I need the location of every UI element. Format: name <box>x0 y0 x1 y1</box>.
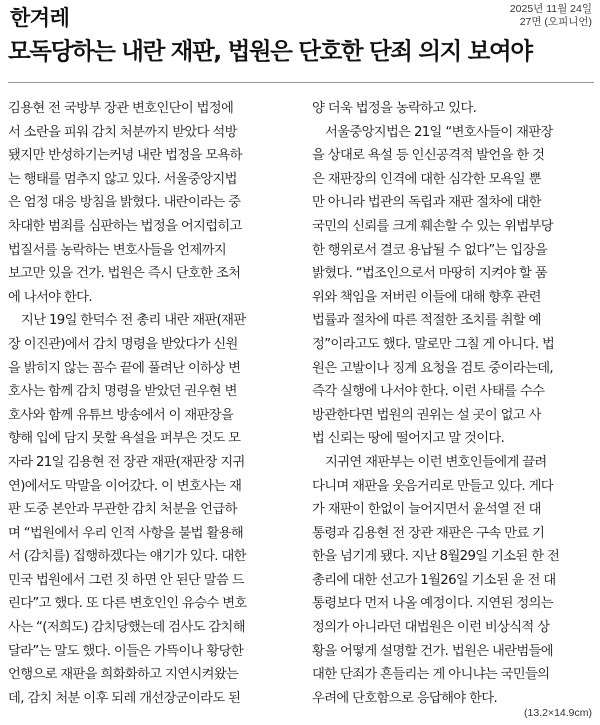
body-line: 는 행태를 멈추지 않고 있다. 서울중앙지법 <box>8 171 237 187</box>
body-line: 밝혔다. “법조인으로서 마땅히 지켜야 할 품 <box>312 266 548 282</box>
body-line: 위와 책임을 저버린 이들에 대해 향후 관련 <box>312 289 541 305</box>
headline: 모독당하는 내란 재판, 법원은 단호한 단죄 의지 보여야 <box>8 37 532 65</box>
body-line: 을 상대로 욕설 등 인신공격적 발언을 한 것 <box>312 148 545 164</box>
headline-divider <box>8 82 594 83</box>
body-line: 차대한 범죄를 심판하는 법정을 어지럽히고 <box>8 218 242 234</box>
body-line: 서울중앙지법은 21일 “변호사들이 재판장 <box>325 124 553 140</box>
body-line: 법질서를 농락하는 변호사들을 언제까지 <box>8 242 227 258</box>
body-line: 방관한다면 법원의 권위는 설 곳이 없고 사 <box>312 407 541 423</box>
body-line: 언행으로 재판을 희화화하고 지연시켜왔는 <box>8 667 239 683</box>
body-line: 에 나서야 한다. <box>8 289 92 305</box>
body-line: 달라”는 말도 했다. 이들은 가뜩이나 황당한 <box>8 643 244 659</box>
body-line: 서 (감치를) 집행하겠다는 얘기가 있다. 대한 <box>8 549 246 565</box>
body-line: 지난 19일 한덕수 전 총리 내란 재판(재판 <box>21 313 246 329</box>
body-column-left <box>8 97 294 710</box>
body-line: 법률과 절차에 따른 적절한 조치를 취할 예 <box>312 313 541 329</box>
body-line: 황을 어떻게 설명할 건가. 법원은 내란범들에 <box>312 643 553 659</box>
issue-meta <box>510 3 592 29</box>
masthead-logo: 한겨레 <box>10 6 70 30</box>
body-line: 서 소란을 피워 감치 처분까지 받았다 석방 <box>8 124 237 140</box>
issue-section: 27면 (오피니언) <box>519 16 592 28</box>
body-line: 국민의 신뢰를 크게 훼손할 수 있는 위법부당 <box>312 218 553 234</box>
body-line: 총리에 대한 선고가 1월26일 기소된 윤 전 대 <box>312 572 556 588</box>
body-line: 린다”고 했다. 또 다른 변호인인 유승수 변호 <box>8 596 247 612</box>
body-line: 양 더욱 법정을 농락하고 있다. <box>312 101 477 116</box>
body-line: 정”이라고도 했다. 말로만 그칠 게 아니다. 법 <box>312 336 555 352</box>
body-line: 원은 고발이나 징계 요청을 검토 중이라는데, <box>312 360 553 376</box>
body-line: 지귀연 재판부는 이런 변호인들에게 끌려 <box>325 454 547 470</box>
body-line: 우려에 단호함으로 응답해야 한다. <box>312 690 498 706</box>
body-line: 장 이진관)에서 감치 명령을 받았다가 신원 <box>8 336 238 352</box>
body-line: 민국 법원에서 그런 짓 하면 안 된단 말씀 드 <box>8 572 244 588</box>
body-line: 사는 “(저희도) 감치당했는데 검사도 감치해 <box>8 620 245 636</box>
body-line: 대한 단죄가 흔들리는 게 아니냐는 국민들의 <box>312 667 550 683</box>
body-column-right <box>312 97 598 710</box>
body-line: 법 신뢰는 땅에 떨어지고 말 것이다. <box>312 431 505 447</box>
body-line: 을 밝히지 않는 꼼수 끝에 풀려난 이하상 변 <box>8 360 241 376</box>
body-line: 며 “법원에서 우리 인적 사항을 불법 활용해 <box>8 525 244 541</box>
body-line: 정의가 아니라던 대법원은 이런 비상식적 상 <box>312 620 550 636</box>
article-size-note: (13.2×14.9cm) <box>524 707 592 719</box>
body-line: 김용현 전 국방부 장관 변호인단이 법정에 <box>8 101 234 116</box>
issue-date: 2025년 11월 24일 <box>509 3 592 15</box>
body-line: 한을 넘기게 됐다. 지난 8월29일 기소된 한 전 <box>312 549 560 565</box>
body-line: 통령과 김용현 전 장관 재판은 구속 만료 기 <box>312 525 545 541</box>
body-line: 호사는 함께 감치 명령을 받았던 권우현 변 <box>8 384 237 400</box>
body-line: 가 재판이 한없이 늘어지면서 윤석열 전 대 <box>312 502 541 518</box>
body-line: 됐지만 반성하기는커녕 내란 법정을 모욕하 <box>8 148 242 164</box>
body-line: 통령보다 먼저 나올 예정이다. 지연된 정의는 <box>312 596 553 612</box>
body-line: 은 재판장의 인격에 대한 심각한 모욕일 뿐 <box>312 171 541 187</box>
body-line: 즉각 실행에 나서야 한다. 이런 사태를 수수 <box>312 384 545 400</box>
body-line: 자라 21일 김용현 전 장관 재판(재판장 지귀 <box>8 454 245 470</box>
body-line: 호사와 함께 유튜브 방송에서 이 재판장을 <box>8 407 234 423</box>
newspaper-header <box>0 0 600 28</box>
body-line: 보고만 있을 건가. 법원은 즉시 단호한 조처 <box>8 266 241 282</box>
body-line: 한 행위로서 결코 용납될 수 없다”는 입장을 <box>312 242 548 258</box>
body-line: 판 도중 본안과 무관한 감치 처분을 언급하 <box>8 502 237 518</box>
body-line: 다니며 재판을 웃음거리로 만들고 있다. 게다 <box>312 478 553 494</box>
body-line: 은 엄정 대응 방침을 밝혔다. 내란이라는 중 <box>8 195 241 211</box>
body-line: 연)에서도 막말을 이어갔다. 이 변호사는 재 <box>8 478 242 494</box>
body-line: 만 아니라 법관의 독립과 재판 절차에 대한 <box>312 195 541 211</box>
body-line: 향해 입에 담지 못할 욕설을 퍼부은 것도 모 <box>8 431 241 447</box>
body-line: 데, 감치 처분 이후 되레 개선장군이라도 된 <box>8 690 241 706</box>
